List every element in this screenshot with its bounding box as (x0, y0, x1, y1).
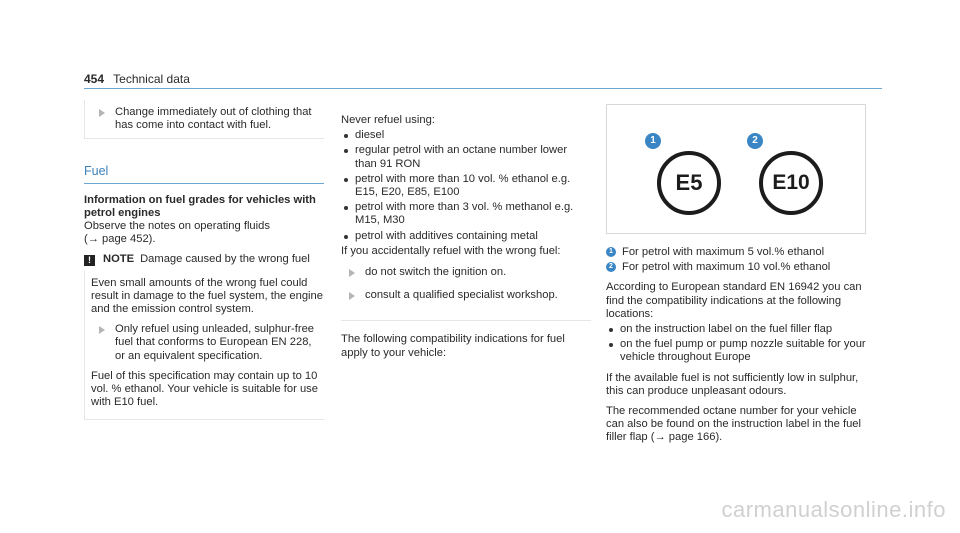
list-item: on the instruction label on the fuel filler flap (606, 323, 868, 336)
warning-bullet (99, 106, 324, 132)
observe-text: Observe the notes on operating fluids (84, 220, 270, 233)
page-number: 454 (84, 72, 105, 86)
note-label: NOTE (103, 253, 135, 266)
observe-page-ref[interactable]: (→ page 452). (84, 233, 156, 246)
figure-legend (606, 246, 868, 274)
column-right (606, 104, 868, 445)
note-title: Damage caused by the wrong fuel (140, 253, 310, 266)
note-paragraph-2: Fuel of this specification may contain up to 10 vol. % ethanol. Your vehicle is suitable for use with E10 fuel. (91, 369, 318, 409)
action-text: do not switch the ignition on. (365, 266, 507, 279)
column-left (84, 100, 324, 420)
never-refuel-block (341, 106, 591, 314)
page-section-title: Technical data (113, 72, 190, 86)
list-item: on the fuel pump or pump nozzle suitable for your vehicle throughout Europe (606, 338, 868, 364)
triangle-bullet-icon (99, 109, 105, 117)
list-item: petrol with more than 10 vol. % ethanol e.g. E15, E20, E85, E100 (341, 173, 591, 199)
warning-box (84, 100, 324, 139)
header-divider (84, 88, 882, 89)
e5-fuel-label-icon: E5 (657, 151, 721, 215)
section-title-fuel: Fuel (84, 164, 109, 179)
middle-divider (341, 320, 591, 321)
never-list (341, 129, 591, 243)
action-item (349, 266, 591, 279)
legend-text-1: For petrol with maximum 5 vol.% ethanol (622, 246, 825, 258)
list-item: petrol with more than 3 vol. % methanol e.g. M15, M30 (341, 201, 591, 227)
note-paragraph-1: Even small amounts of the wrong fuel could result in damage to the fuel system, the engine and the emission control system. (91, 276, 323, 316)
list-item: regular petrol with an octane number lower than 91 RON (341, 144, 591, 170)
legend-text-2: For petrol with maximum 10 vol.% ethanol (622, 261, 831, 274)
callout-badge-1: 1 (645, 133, 661, 149)
accident-text: If you accidentally refuel with the wrong fuel: (341, 244, 561, 257)
note-body (84, 271, 324, 421)
locations-list (606, 323, 868, 365)
octane-paragraph: The recommended octane number for your vehicle can also be found on the instruction label in the fuel filler flap (→ page 166). (606, 405, 862, 444)
triangle-bullet-icon (349, 269, 355, 277)
list-item: petrol with additives containing metal (341, 230, 591, 243)
standard-paragraph: According to European standard EN 16942 you can find the compatibility indications at the following locations: (606, 281, 862, 320)
fuel-grades-heading: Information on fuel grades for vehicles with petrol engines (84, 193, 316, 219)
fuel-compatibility-figure (606, 104, 866, 234)
e10-fuel-label-icon: E10 (759, 151, 823, 215)
column-middle (341, 106, 591, 360)
warning-bullet-text: Change immediately out of clothing that has come into contact with fuel. (115, 106, 312, 132)
callout-badge-2: 2 (747, 133, 763, 149)
list-item: diesel (341, 129, 591, 142)
sulphur-paragraph: If the available fuel is not sufficiently low in sulphur, this can produce unpleasant odours. (606, 371, 859, 397)
compatibility-intro: The following compatibility indications for fuel apply to your vehicle: (341, 333, 565, 359)
legend-item-2 (606, 261, 868, 274)
exclamation-icon: ! (84, 255, 95, 266)
legend-item-1 (606, 246, 868, 259)
triangle-bullet-icon (99, 326, 105, 334)
watermark: carmanualsonline.info (721, 497, 946, 522)
page-header (84, 72, 190, 86)
note-bullet-text: Only refuel using unleaded, sulphur-free fuel that conforms to European EN 228, or an equivalent specification. (115, 323, 315, 362)
note-bullet (99, 323, 324, 363)
legend-badge-2: 2 (606, 262, 616, 272)
legend-badge-1: 1 (606, 247, 616, 257)
triangle-bullet-icon (349, 292, 355, 300)
action-text: consult a qualified specialist workshop. (365, 289, 558, 302)
section-divider (84, 183, 324, 184)
never-title: Never refuel using: (341, 114, 435, 126)
action-item (349, 289, 591, 302)
note-header (84, 253, 324, 266)
